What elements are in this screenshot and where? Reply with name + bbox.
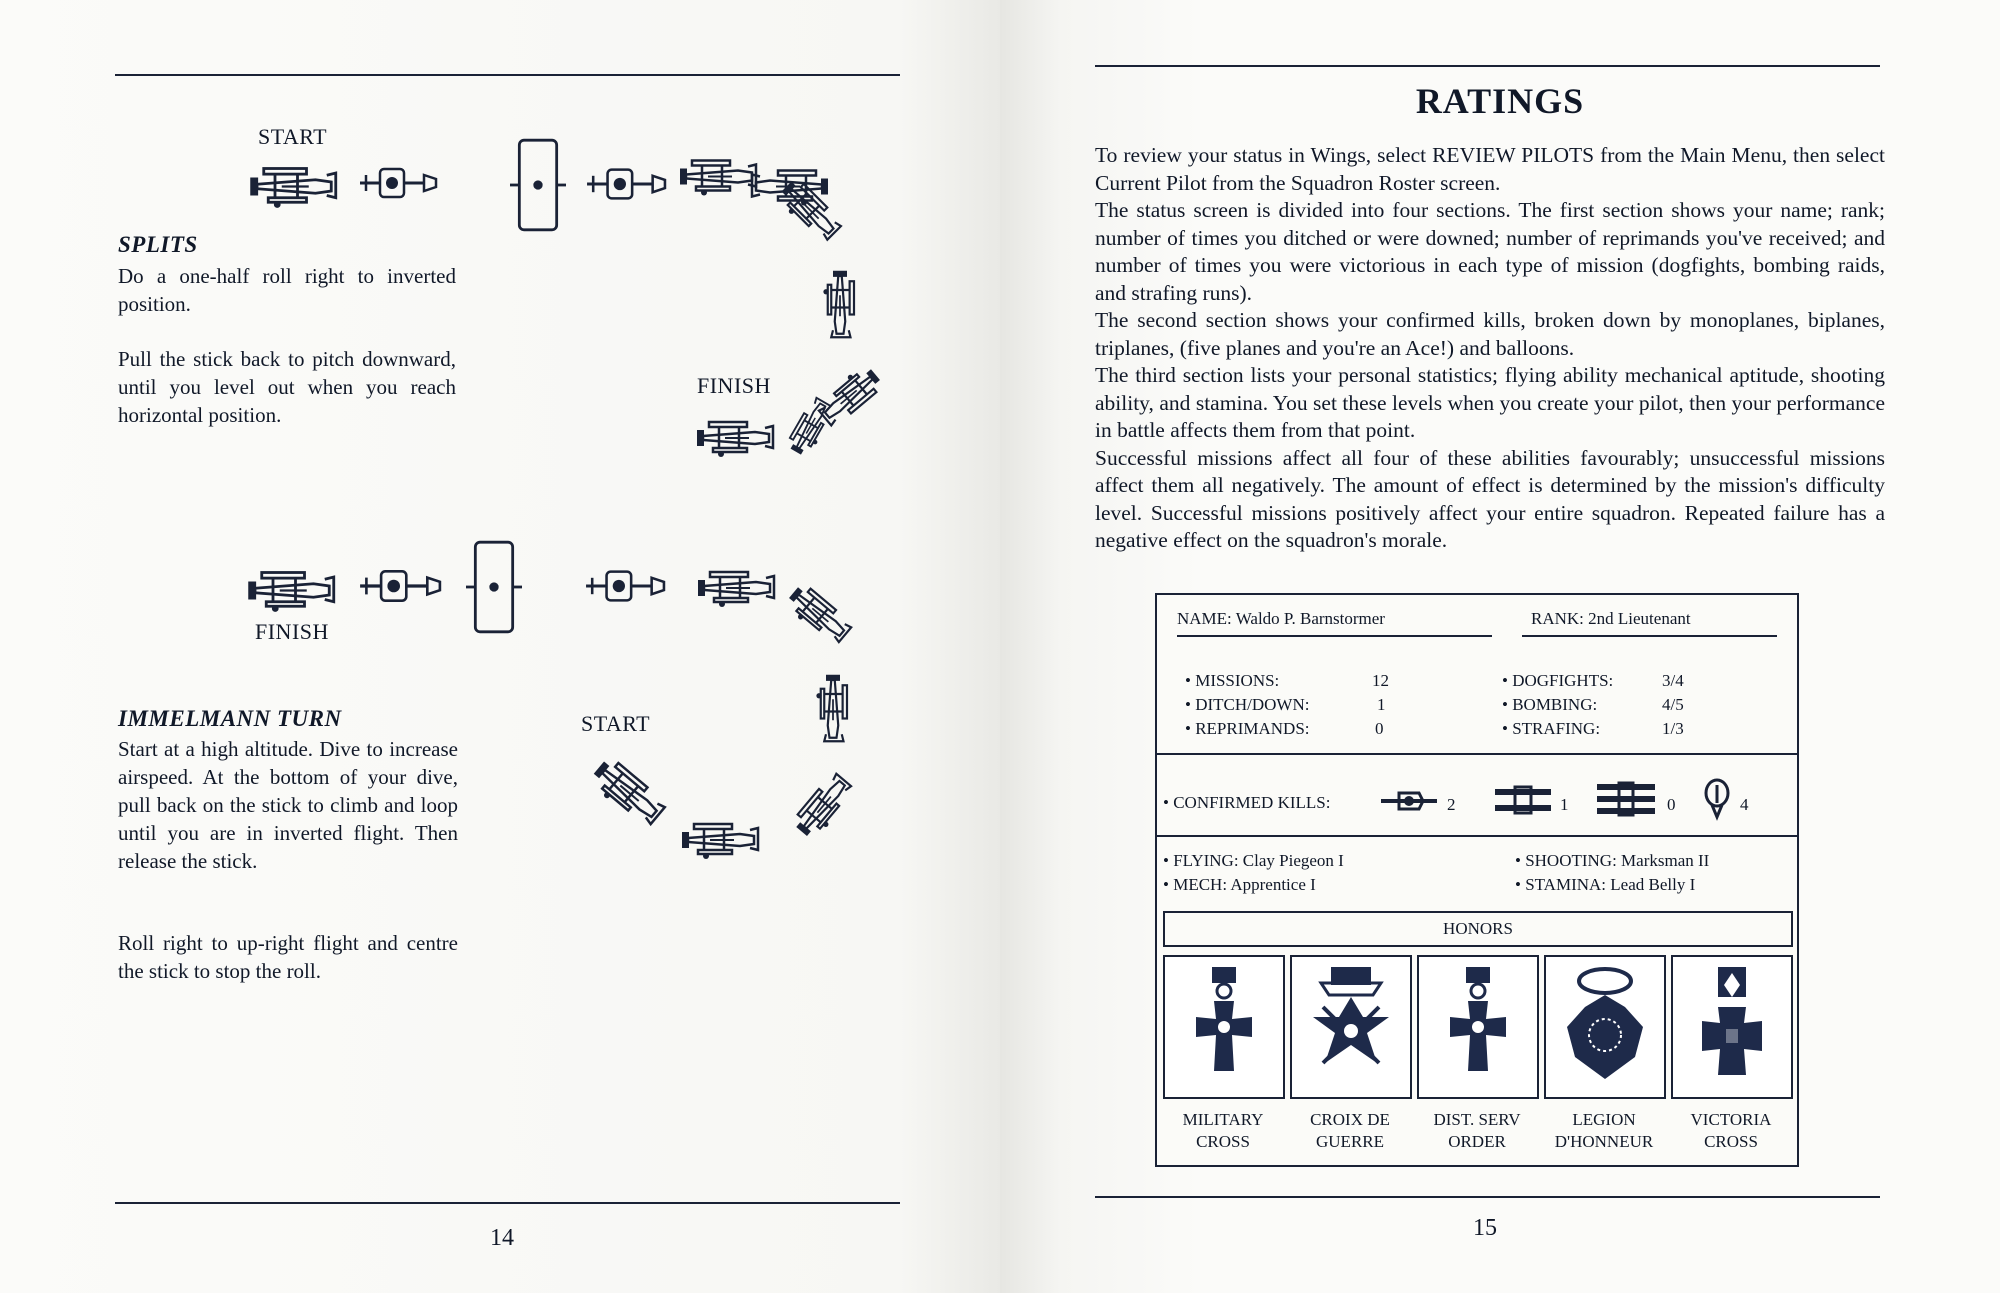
biplane-count: 1	[1560, 795, 1569, 814]
right-page	[1000, 0, 2000, 1293]
page-number: 14	[490, 1225, 514, 1251]
splits-finish-label: FINISH	[697, 373, 771, 398]
immelmann-start-label: START	[581, 711, 651, 736]
balloon-count: 4	[1740, 795, 1749, 814]
stat-strafing-value: 1/3	[1662, 719, 1684, 738]
bottom-rule	[1095, 1196, 1880, 1198]
medal-dist-serv-order	[1417, 955, 1539, 1099]
stat-dogfights-value: 3/4	[1662, 671, 1684, 690]
bottom-rule	[115, 1202, 900, 1204]
medal-line2: CROSS	[1196, 1132, 1250, 1151]
flying-stat: • FLYING: Clay Piegeon I	[1163, 851, 1344, 870]
balloon-icon	[1702, 779, 1732, 819]
monoplane-icon	[1379, 785, 1439, 817]
dist-serv-order-icon	[1419, 957, 1537, 1097]
splits-paragraph-1: Do a one-half roll right to inverted position.	[118, 264, 456, 316]
top-rule	[115, 74, 900, 76]
shooting-stat: • SHOOTING: Marksman II	[1515, 851, 1710, 870]
immelmann-finish-label: FINISH	[255, 619, 329, 644]
stat-missions-value: 12	[1372, 671, 1389, 690]
immelmann-heading: IMMELMANN TURN	[118, 706, 342, 731]
medal-line1: VICTORIA	[1690, 1110, 1772, 1129]
medal-line2: ORDER	[1448, 1132, 1506, 1151]
mech-stat: • MECH: Apprentice I	[1163, 875, 1316, 894]
pilot-rank: RANK: 2nd Lieutenant	[1531, 609, 1691, 628]
top-rule	[1095, 65, 1880, 67]
triplane-count: 0	[1667, 795, 1676, 814]
medal-line2: D'HONNEUR	[1554, 1132, 1654, 1151]
stat-strafing-label: • STRAFING:	[1502, 719, 1601, 738]
stamina-stat: • STAMINA: Lead Belly I	[1515, 875, 1696, 894]
medal-legion-dhonneur	[1544, 955, 1666, 1099]
rank-underline	[1522, 635, 1777, 637]
page-title: RATINGS	[1415, 81, 1585, 121]
medal-military-cross	[1163, 955, 1285, 1099]
medal-line2: GUERRE	[1316, 1132, 1384, 1151]
ratings-paragraph-1: To review your status in Wings, select REVIEW PILOTS from the Main Menu, then select Current Pilot from the Squadron Roster screen.	[1095, 143, 1885, 195]
pilot-name: NAME: Waldo P. Barnstormer	[1177, 609, 1385, 628]
section-divider-2	[1157, 835, 1797, 837]
honors-banner	[1163, 911, 1793, 947]
status-screen	[1155, 593, 1799, 1167]
stat-bombing-value: 4/5	[1662, 695, 1684, 714]
stat-ditch-label: • DITCH/DOWN:	[1185, 695, 1310, 714]
medal-name-legion-dhonneur	[1542, 1109, 1666, 1153]
biplane-icon	[1493, 783, 1553, 817]
medal-line1: LEGION	[1572, 1110, 1636, 1129]
stat-ditch-value: 1	[1377, 695, 1386, 714]
stat-dogfights-label: • DOGFIGHTS:	[1502, 671, 1614, 690]
stat-missions-label: • MISSIONS:	[1185, 671, 1280, 690]
military-cross-icon	[1165, 957, 1283, 1097]
honors-label: HONORS	[1443, 919, 1513, 938]
section-divider-1	[1157, 753, 1797, 755]
ratings-paragraph-2: The status screen is divided into four sections. The first section shows your name; rank; number of times you ditched or were downed; number of reprimands you've received; and number of times you were victorious in each type of mission (dogfights, bombing raids, and strafing runs).	[1095, 198, 1885, 305]
medal-victoria-cross	[1671, 955, 1793, 1099]
medal-name-croix-de-guerre	[1288, 1109, 1412, 1153]
ratings-paragraph-5: Successful missions affect all four of these abilities favourably; unsuccessful missions affect them all negatively. The amount of effect is determined by the mission's difficulty level. Successful missions positively affect your entire squadron. Repeated failure has a negative effect on the squadron's morale.	[1095, 445, 1885, 552]
medal-line1: CROIX DE	[1310, 1110, 1390, 1129]
ratings-body	[1095, 142, 1885, 555]
splits-paragraph-2: Pull the stick back to pitch downward, until you level out when you reach horizontal position.	[118, 347, 456, 427]
ratings-paragraph-4: The third section lists your personal statistics; flying ability mechanical aptitude, shooting ability, and stamina. You set these levels when you create your pilot, then your performance in battle affects them from that point.	[1095, 363, 1885, 442]
immelmann-paragraph-1: Start at a high altitude. Dive to increase airspeed. At the bottom of your dive, pull back on the stick to climb and loop until you are in inverted flight. Then release the stick.	[118, 737, 458, 873]
confirmed-kills-label: • CONFIRMED KILLS:	[1163, 793, 1331, 812]
stat-reprimands-value: 0	[1375, 719, 1384, 738]
medal-line2: CROSS	[1704, 1132, 1758, 1151]
ratings-paragraph-3: The second section shows your confirmed kills, broken down by monoplanes, biplanes, triplanes, (five planes and you're an Ace!) and balloons.	[1095, 308, 1885, 360]
medal-name-military-cross	[1161, 1109, 1285, 1153]
medal-line1: DIST. SERV	[1433, 1110, 1521, 1129]
victoria-cross-icon	[1673, 957, 1791, 1097]
medal-croix-de-guerre	[1290, 955, 1412, 1099]
medal-name-victoria-cross	[1669, 1109, 1793, 1153]
stat-bombing-label: • BOMBING:	[1502, 695, 1598, 714]
splits-heading: SPLITS	[118, 232, 198, 257]
monoplane-count: 2	[1447, 795, 1456, 814]
legion-dhonneur-icon	[1546, 957, 1664, 1097]
page-number: 15	[1473, 1215, 1497, 1241]
stat-reprimands-label: • REPRIMANDS:	[1185, 719, 1310, 738]
name-underline	[1177, 635, 1492, 637]
immelmann-paragraph-2: Roll right to up-right flight and centre the stick to stop the roll.	[118, 931, 458, 983]
splits-start-label: START	[258, 124, 328, 149]
triplane-icon	[1595, 781, 1657, 817]
medal-name-dist-serv-order	[1415, 1109, 1539, 1153]
croix-de-guerre-icon	[1292, 957, 1410, 1097]
medal-line1: MILITARY	[1182, 1110, 1264, 1129]
